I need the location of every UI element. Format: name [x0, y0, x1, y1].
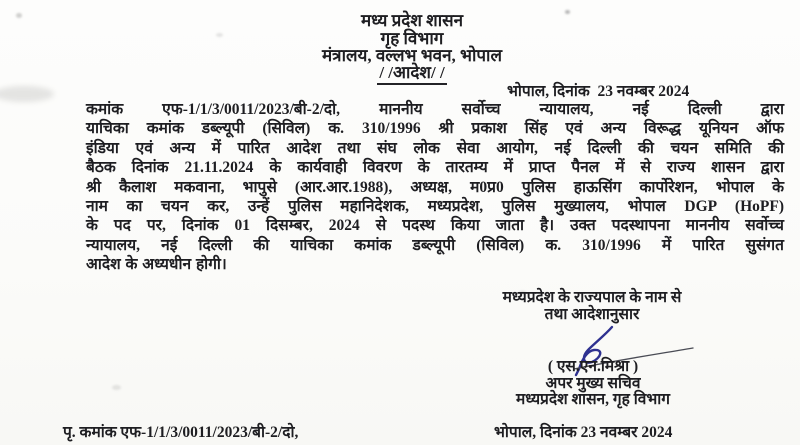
scan-smudge — [0, 86, 54, 102]
signatory-name: ( एस.एन.मिश्रा ) — [547, 358, 639, 375]
scan-speck — [112, 385, 121, 390]
signatory-designation: अपर मुख्य सचिव — [545, 375, 641, 392]
body-line: श्री कैलाश मकवाना, भापुसे (आर.आर.1988), अध्यक्ष, म0प्र0 पुलिस हाऊसिंग कार्पोरेशन, भोपाल के — [86, 178, 784, 196]
body-line: कमांक एफ-1/1/3/0011/2023/बी-2/दो, माननीय सर्वोच्च न्यायालय, नई दिल्ली द्वारा — [86, 101, 784, 118]
header-place-date: भोपाल, दिनांक 23 नवम्बर 2024 — [507, 83, 690, 100]
body-line: इंडिया एवं अन्य में पारित आदेश तथा संघ लोक सेवा आयोग, नई दिल्ली की चयन समिति की — [86, 139, 784, 157]
on-behalf-of-governor-line: मध्यप्रदेश के राज्यपाल के नाम से — [502, 289, 682, 306]
body-line: याचिका कमांक डब्ल्यूपी (सिविल) क. 310/1996 श्री प्रकाश सिंह एवं अन्य विरूद्ध यूनियन ऑफ — [86, 120, 784, 138]
body-line: के पद पर, दिनांक 01 दिसम्बर, 2024 से पदस्थ किया जाता है। उक्त पदस्थापना माननीय सर्वोच्च — [86, 217, 784, 235]
endorsement-number: पृ. कमांक एफ-1/1/3/0011/2023/बी-2/दो, — [63, 424, 299, 441]
body-line: नाम का चयन कर, उन्हें पुलिस महानिदेशक, मध्यप्रदेश, पुलिस मुख्यालय, भोपाल DGP (HoPF) — [86, 197, 784, 215]
letterhead-office-address: मंत्रालय, वल्लभ भवन, भोपाल — [322, 46, 502, 65]
order-title-row — [12, 64, 800, 85]
body-line: बैठक दिनांक 21.11.2024 के कार्यवाही विवरण के तारतम्य में प्राप्त पैनल में से राज्य शासन द्वारा — [86, 159, 784, 177]
body-line: न्यायालय, नई दिल्ली की याचिका कमांक डब्ल्यूपी (सिविल) क. 310/1996 में पारित सुसंगत — [86, 236, 784, 254]
letterhead-government: मध्य प्रदेश शासन — [360, 11, 464, 30]
order-body-paragraph — [86, 100, 784, 275]
order-title: / /आदेश/ / — [377, 64, 446, 85]
footer-place-date: भोपाल, दिनांक 23 नवम्बर 2024 — [494, 424, 673, 441]
body-line: आदेश के अध्यधीन होगी। — [86, 256, 227, 274]
by-order-line: तथा आदेशानुसार — [544, 306, 640, 323]
signatory-department: मध्यप्रदेश शासन, गृह विभाग — [515, 391, 671, 408]
letterhead-department: गृह विभाग — [380, 29, 444, 48]
